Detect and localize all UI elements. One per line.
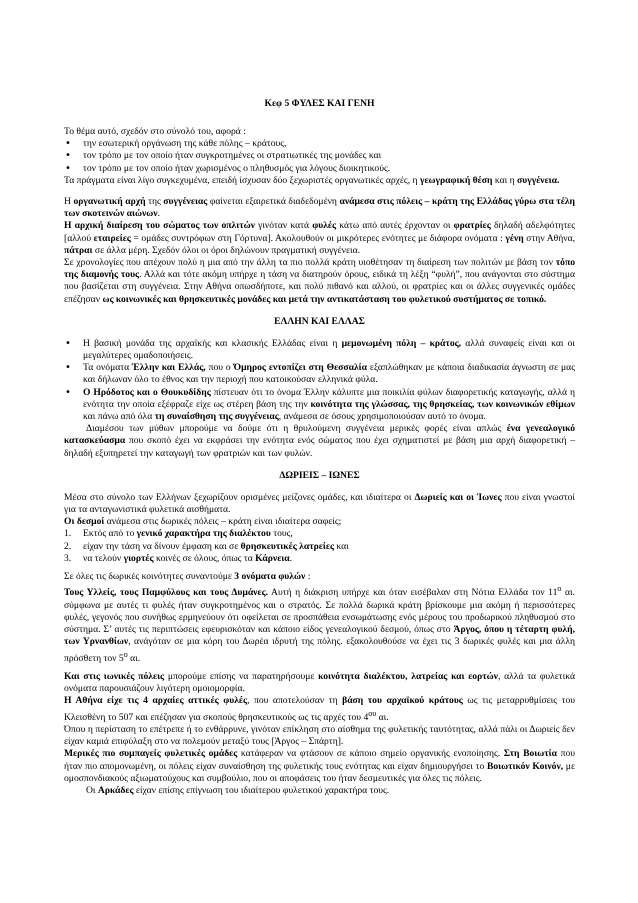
chapter-title: Κεφ 5 ΦΥΛΕΣ ΚΑΙ ΓΕΝΗ [264, 98, 375, 109]
list-item: • Η βασική μονάδα της αρχαϊκής και κλασικής Ελλάδας είναι η μεμονωμένη πόλη – κράτος, αλλά συναφείς είναι και οι μεγαλύτερες ομαδοποιήσεις. [64, 338, 575, 362]
list-item: • Ο Ηρόδοτος και ο Θουκυδίδης πίστευαν ότι το όνομα Έλλην κάλυπτε μια ποικιλία φύλων διαφορετικής καταγωγής, αλλά η ενότητα την οποία εξέφραζε είχε ως στέρεη βάση της την κοινότητα της γλώσσας, της θρησκείας, των κοινωνικών εθίμων και πάνω από όλα τη συναίσθηση της συγγένειας, ανάμεσα σε όσους χρησιμοποιούσαν αυτό το όνομα. [64, 387, 575, 424]
list-item: 1. Εκτός από το γενικό χαρακτήρα της διαλέκτου τους, [64, 528, 293, 540]
paragraph-kinship: Η οργανωτική αρχή της συγγένειας φαίνεται εξαιρετικά διαδεδομένη ανάμεσα στις πόλεις – κράτη της Ελλάδας γύρω στα τέλη των σκοτεινών αιώνων. [64, 196, 575, 220]
hellen-bullet-list [64, 338, 575, 423]
paragraph-groups: Μέσα στο σύνολο των Ελλήνων ξεχωρίζουν ορισμένες μείζονες ομάδες, και ιδιαίτερα οι Δωριείς και οι Ίωνες που είναι γνωστοί για τα ανταγωνιστικά φυλετικά αισθήματα. [64, 491, 575, 516]
intro-bullet-list [64, 138, 575, 175]
paragraph-hoplites: Η αρχική διαίρεση του σώματος των οπλιτών γινόταν κατά φυλές κάτω από αυτές έρχονταν οι φρατρίες δηλαδή αδελφότητες [αλλού εταιρείες = ομάδες συντρόφων στη Γόρτυνα]. Ακολουθούν οι μικρότερες ενότητες με διάφορα ονόματα : γένη στην Αθήνα, πάτραι σε άλλα μέρη. Σχεδόν όλοι οι όροι δηλώνουν πραγματική συγγένεια. [64, 220, 576, 256]
paragraph-principles: Τα πράγματα είναι λίγο συγκεχυμένα, επειδή ίσχυσαν δύο ξεχωριστές οργανωτικές αρχές, η γεωγραφική θέση και η συγγένεια. [64, 174, 560, 186]
paragraph-dorian-tribes: Τους Υλλείς, τους Παμφύλους και τους Δυμάνες. Αυτή η διάκριση υπήρχε και όταν εισέβαλαν στη Νότια Ελλάδα τον $11^o$ αι. σύμφωνα με αυτές τι φυλές ήταν συγκροτημένος και ο στρατός. Σε πολλά δωρικά κράτη βρίσκουμε μια ακόμη ή περισσότερες φυλές, γεγονός που συνήθως ερμηνεύουν ότι οφείλεται σε προσπάθεια ενσωμάτωσης ενός μέρους του προδωρικού πληθυσμού στο σύστημα. Σ’ αυτές τις περιπτώσεις εφευρισκόταν και κάποιο είδος γενεαλογικού δεσμού, όπως στο Άργος, όπου η τέταρτη φυλή, των Υρνανθίων, ανάγόταν σε μια κόρη του Δωρέα ιδρυτή της πόλης. εξακολουθούσε να έχει τις 3 δωρικές φυλές και μια άλλη πρόσθετη τον $5^o$ αι. [64, 584, 575, 664]
bonds-numbered-list [64, 528, 575, 565]
paragraph-bonds: Οι δεσμοί ανάμεσα στις δωρικές πόλεις – κράτη είναι ιδιαίτερα σαφείς; [64, 516, 342, 528]
section-heading-dorians-ionians: ΔΩΡΙΕΙΣ – ΙΩΝΕΣ [279, 469, 360, 481]
paragraph-ionian-cities: Και στις ιωνικές πόλεις μπορούμε επίσης να παρατηρήσουμε κοινότητα διαλέκτου, λατρείας και εορτών, αλλά τα φυλετικά ονόματα παρουσιάζουν λιγότερη ομοιομορφία. [64, 670, 576, 695]
list-item: • τον τρόπο με τον οποίο ήταν συγκροτημένες οι στρατιωτικές της μονάδες και [64, 150, 575, 162]
list-item: • τον τρόπο με τον οποίο ήταν χωρισμένος ο πληθυσμός για λόγους διοικητικούς. [64, 163, 575, 175]
intro-paragraph: Το θέμα αυτό, σχεδόν στο σύνολό του, αφορά : [64, 126, 246, 137]
paragraph-tribal-identity: Όπου η περίσταση το επέτρεπε ή το ενθάρρυνε, γινόταν επίκληση στο αίσθημα της φυλετικής ταυτότητας, αλλά πάλι οι Δωριείς δεν είχαν καμιά επιφύλαξη στο να πολεμούν μεταξύ τους [Άργος – Σπάρτη]. [64, 723, 575, 748]
document-body [64, 98, 575, 797]
list-item: • την εσωτερική οργάνωση της κάθε πόλης – κράτους, [64, 138, 575, 150]
section-heading-hellen: ΕΛΛΗΝ ΚΑΙ ΕΛΛΑΣ [274, 315, 365, 327]
list-item: 3. να τελούν γιορτές κοινές σε όλους, όπως τα Κάρνεια. [64, 552, 293, 564]
paragraph-three-tribes: Σε όλες τις δωρικές κοινότητες συναντούμε 3 ονόματα φυλών : [64, 571, 311, 583]
paragraph-arcadians: Οι Αρκάδες είχαν επίσης επίγνωση του ιδιαίτερου φυλετικού χαρακτήρα τους. [86, 784, 390, 796]
paragraph-residence: Σε χρονολογίες που απέχουν πολύ η μια από την άλλη τα πιο πολλά κράτη υιοθέτησαν τη διαίρεση των πολιτών με βάση τον τόπο της διαμονής τους. Αλλά και τότε ακόμη υπήρχε η τάση να διατηρούν όρους, ειδικά τη λέξη “φυλή”, που ανάγονται στο σύστημα που βασίζεται στη συγγένεια. Στην Αθήνα οπωσδήποτε, και πολύ πιθανό και αλλού, οι φρατρίες και οι άλλες συγγενικές ομάδες επέζησαν ως κοινωνικές και θρησκευτικές μονάδες και μετά την αντικατάσταση του φυλετικού συστήματος σε τοπικό. [64, 257, 575, 305]
paragraph-boeotia: Μερικές πιο συμπαγείς φυλετικές ομάδες κατάφεραν να φτάσουν σε κάποιο σημείο οργανικής ενοποίησης. Στη Βοιωτία που ήταν πιο απομονωμένη, οι πόλεις είχαν συναίσθηση της φυλετικής τους ενότητας και είχαν δημιουργήσει το Βοιωτικόν Κοινόν, με ομοσπονδιακούς αξιωματούχους και συμβούλιο, που οι αποφάσεις του ήταν δεσμευτικές για όλες τις πόλεις. [64, 748, 575, 784]
paragraph-athens: Η Αθήνα είχε τις 4 αρχαίες αττικές φυλές, που αποτελούσαν τη βάση του αρχαϊκού κράτους ως τις μεταρρυθμίσεις του Κλεισθένη το 507 και επέζησαν για σκοπούς θρησκευτικούς ως τις αρχές του $4^{o\upsilon}$ αι. [64, 695, 575, 723]
paragraph-myths: Διαμέσου των μύθων μπορούμε να δούμε ότι η θρυλούμενη συγγένεια μερικές φορές είναι απλώς ένα γενεαλογικό κατασκεύασμα που σκοπό έχει να εκφράσει την ενότητα ενός σώματος που έχει σχηματιστεί με βάση μια αρχή διαφορετική – δηλαδή εξυπηρετεί την καταγωγή των φρατριών και των φυλών. [64, 423, 575, 459]
list-item: • Τα ονόματα Έλλην και Ελλάς, που ο Όμηρος εντοπίζει στη Θεσσαλία εξαπλώθηκαν με κάποια διαδικασία άγνωστη σε μας και δήλωναν όλο το έθνος και την περιοχή που κατοικούσαν ελληνικά φύλα. [64, 362, 575, 386]
list-item: 2. είχαν την τάση να δίνουν έμφαση και σε θρησκευτικές λατρείες και [64, 540, 349, 552]
